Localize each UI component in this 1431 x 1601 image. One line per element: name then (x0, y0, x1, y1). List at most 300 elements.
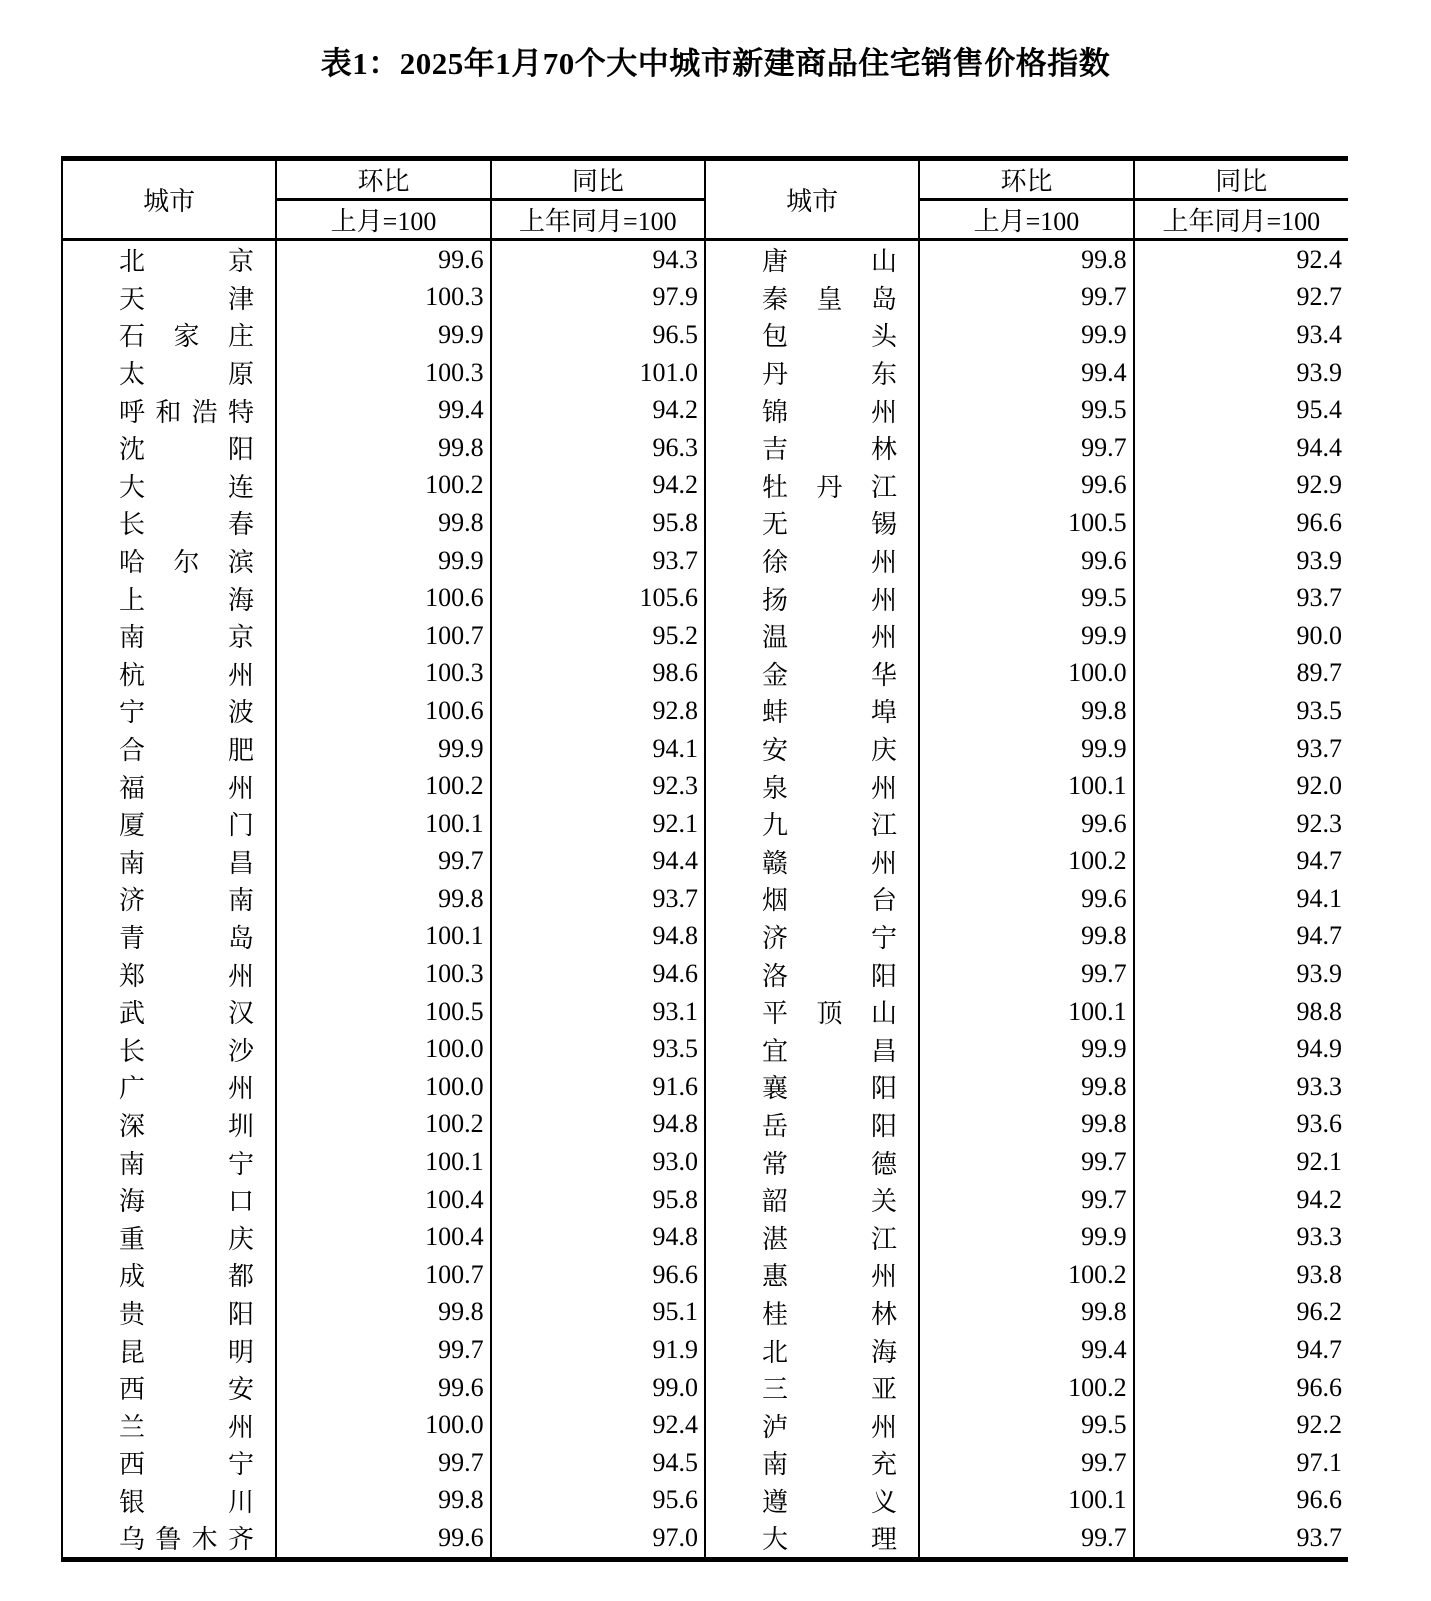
mom-cell: 100.2 (276, 467, 490, 505)
city-cell (62, 805, 276, 843)
city-name: 合肥 (119, 736, 254, 766)
mom-cell: 99.6 (276, 1519, 490, 1559)
yoy-cell: 94.8 (491, 918, 705, 956)
header-yoy-base-label: 上年同月=100 (491, 200, 705, 240)
city-cell (705, 1068, 919, 1106)
yoy-cell: 93.7 (1134, 579, 1348, 617)
yoy-cell: 94.7 (1134, 843, 1348, 881)
city-name: 惠州 (761, 1262, 897, 1292)
city-name: 南昌 (119, 848, 254, 878)
city-name: 石家庄 (119, 322, 254, 352)
yoy-cell: 93.3 (1134, 1068, 1348, 1106)
city-name: 成都 (119, 1262, 254, 1292)
table-row (62, 1444, 1348, 1482)
yoy-cell: 95.1 (491, 1294, 705, 1332)
mom-cell: 100.1 (919, 767, 1133, 805)
yoy-cell: 93.3 (1134, 1218, 1348, 1256)
city-name: 贵阳 (119, 1299, 254, 1329)
mom-cell: 99.7 (276, 1444, 490, 1482)
header-mom-base-label: 上月=100 (276, 200, 490, 240)
header-row-1 (62, 159, 1348, 200)
mom-cell: 99.5 (919, 1406, 1133, 1444)
city-name: 无锡 (761, 510, 897, 540)
city-name: 岳阳 (761, 1111, 897, 1141)
city-cell (62, 843, 276, 881)
city-cell (705, 730, 919, 768)
yoy-cell: 94.7 (1134, 1331, 1348, 1369)
city-name: 长春 (119, 510, 254, 540)
mom-cell: 99.9 (919, 617, 1133, 655)
city-name: 宜昌 (761, 1036, 897, 1066)
table-row (62, 1406, 1348, 1444)
yoy-cell: 94.2 (491, 467, 705, 505)
city-name: 广州 (119, 1074, 254, 1104)
city-cell (62, 617, 276, 655)
city-cell (705, 1218, 919, 1256)
table-row (62, 692, 1348, 730)
mom-cell: 99.5 (919, 391, 1133, 429)
mom-cell: 100.5 (919, 504, 1133, 542)
city-cell (62, 391, 276, 429)
mom-cell: 99.6 (919, 880, 1133, 918)
city-cell (705, 579, 919, 617)
city-name: 天津 (119, 284, 254, 314)
table-row (62, 993, 1348, 1031)
yoy-cell: 92.3 (491, 767, 705, 805)
mom-cell: 99.8 (919, 240, 1133, 279)
mom-cell: 99.7 (919, 279, 1133, 317)
table-row (62, 655, 1348, 693)
mom-cell: 100.4 (276, 1218, 490, 1256)
city-name: 长沙 (119, 1036, 254, 1066)
city-cell (62, 1406, 276, 1444)
city-cell (62, 655, 276, 693)
mom-cell: 100.2 (919, 1369, 1133, 1407)
yoy-cell: 92.1 (1134, 1143, 1348, 1181)
city-cell (62, 1482, 276, 1520)
city-name: 兰州 (119, 1412, 254, 1442)
table-row (62, 843, 1348, 881)
city-cell (62, 1444, 276, 1482)
city-cell (705, 429, 919, 467)
table-row (62, 504, 1348, 542)
city-cell (705, 354, 919, 392)
table-row (62, 279, 1348, 317)
city-name: 安庆 (761, 736, 897, 766)
table-row (62, 1030, 1348, 1068)
yoy-cell: 98.6 (491, 655, 705, 693)
table-row (62, 767, 1348, 805)
yoy-cell: 94.3 (491, 240, 705, 279)
page-title: 表1：2025年1月70个大中城市新建商品住宅销售价格指数 (320, 46, 1111, 81)
city-cell (62, 240, 276, 279)
city-name: 重庆 (119, 1224, 254, 1254)
table-body (62, 240, 1348, 1560)
city-name: 牡丹江 (761, 472, 897, 502)
table-row (62, 391, 1348, 429)
yoy-cell: 95.8 (491, 504, 705, 542)
city-cell (62, 1256, 276, 1294)
city-cell (705, 1482, 919, 1520)
city-cell (705, 805, 919, 843)
city-name: 北京 (119, 247, 254, 277)
header-mom-base-label: 上月=100 (919, 200, 1133, 240)
yoy-cell: 93.7 (491, 880, 705, 918)
yoy-cell: 96.3 (491, 429, 705, 467)
city-cell (62, 467, 276, 505)
city-name: 襄阳 (761, 1074, 897, 1104)
city-cell (62, 1068, 276, 1106)
mom-cell: 100.2 (919, 1256, 1133, 1294)
yoy-cell: 90.0 (1134, 617, 1348, 655)
city-name: 桂林 (761, 1299, 897, 1329)
city-cell (62, 1331, 276, 1369)
mom-cell: 99.9 (919, 1030, 1133, 1068)
city-name: 海口 (119, 1187, 254, 1217)
yoy-cell: 94.6 (491, 955, 705, 993)
table-row (62, 1294, 1348, 1332)
yoy-cell: 92.9 (1134, 467, 1348, 505)
city-name: 平顶山 (761, 999, 897, 1029)
city-cell (62, 955, 276, 993)
yoy-cell: 91.6 (491, 1068, 705, 1106)
price-index-table-container (61, 156, 1347, 1562)
city-cell (705, 542, 919, 580)
yoy-cell: 97.9 (491, 279, 705, 317)
table-row (62, 1369, 1348, 1407)
yoy-cell: 93.7 (1134, 730, 1348, 768)
mom-cell: 100.0 (276, 1030, 490, 1068)
mom-cell: 99.4 (276, 391, 490, 429)
yoy-cell: 97.1 (1134, 1444, 1348, 1482)
city-name: 大连 (119, 472, 254, 502)
yoy-cell: 101.0 (491, 354, 705, 392)
city-name: 呼和浩特 (119, 397, 254, 427)
yoy-cell: 93.7 (491, 542, 705, 580)
city-cell (62, 429, 276, 467)
table-row (62, 1331, 1348, 1369)
city-cell (705, 880, 919, 918)
mom-cell: 100.1 (919, 993, 1133, 1031)
yoy-cell: 92.4 (1134, 240, 1348, 279)
yoy-cell: 96.6 (1134, 1482, 1348, 1520)
yoy-cell: 105.6 (491, 579, 705, 617)
city-name: 北海 (761, 1337, 897, 1367)
city-cell (62, 1106, 276, 1144)
yoy-cell: 94.8 (491, 1106, 705, 1144)
mom-cell: 100.2 (276, 1106, 490, 1144)
header-mom-label: 环比 (919, 159, 1133, 200)
city-name: 沈阳 (119, 435, 254, 465)
city-name: 昆明 (119, 1337, 254, 1367)
city-name: 武汉 (119, 999, 254, 1029)
city-cell (705, 1106, 919, 1144)
city-cell (62, 1030, 276, 1068)
yoy-cell: 92.2 (1134, 1406, 1348, 1444)
city-name: 南京 (119, 623, 254, 653)
city-name: 南宁 (119, 1149, 254, 1179)
header-yoy-label: 同比 (491, 159, 705, 200)
mom-cell: 99.9 (919, 316, 1133, 354)
city-name: 哈尔滨 (119, 548, 254, 578)
city-cell (705, 843, 919, 881)
city-name: 青岛 (119, 923, 254, 953)
mom-cell: 99.6 (276, 240, 490, 279)
mom-cell: 100.3 (276, 955, 490, 993)
city-cell (62, 542, 276, 580)
header-yoy-label: 同比 (1134, 159, 1348, 200)
city-cell (705, 1030, 919, 1068)
mom-cell: 99.8 (276, 1294, 490, 1332)
yoy-cell: 94.9 (1134, 1030, 1348, 1068)
table-row (62, 1106, 1348, 1144)
city-cell (62, 1369, 276, 1407)
yoy-cell: 89.7 (1134, 655, 1348, 693)
mom-cell: 100.2 (919, 843, 1133, 881)
city-cell (705, 240, 919, 279)
city-name: 西宁 (119, 1450, 254, 1480)
yoy-cell: 94.2 (1134, 1181, 1348, 1219)
mom-cell: 99.7 (919, 429, 1133, 467)
city-cell (705, 1294, 919, 1332)
yoy-cell: 93.7 (1134, 1519, 1348, 1559)
city-name: 烟台 (761, 886, 897, 916)
city-name: 西安 (119, 1375, 254, 1405)
mom-cell: 99.8 (919, 1294, 1133, 1332)
yoy-cell: 92.1 (491, 805, 705, 843)
yoy-cell: 93.1 (491, 993, 705, 1031)
table-row (62, 316, 1348, 354)
yoy-cell: 94.1 (1134, 880, 1348, 918)
table-row (62, 918, 1348, 956)
yoy-cell: 97.0 (491, 1519, 705, 1559)
mom-cell: 99.8 (919, 692, 1133, 730)
city-name: 乌鲁木齐 (119, 1525, 254, 1555)
mom-cell: 99.7 (276, 843, 490, 881)
table-row (62, 467, 1348, 505)
table-row (62, 617, 1348, 655)
mom-cell: 100.3 (276, 354, 490, 392)
mom-cell: 99.6 (919, 805, 1133, 843)
city-cell (705, 692, 919, 730)
table-row (62, 955, 1348, 993)
city-name: 遵义 (761, 1487, 897, 1517)
city-cell (62, 579, 276, 617)
mom-cell: 99.7 (919, 1519, 1133, 1559)
mom-cell: 100.2 (276, 767, 490, 805)
yoy-cell: 94.2 (491, 391, 705, 429)
yoy-cell: 99.0 (491, 1369, 705, 1407)
city-cell (62, 279, 276, 317)
city-cell (62, 316, 276, 354)
city-name: 赣州 (761, 848, 897, 878)
city-cell (705, 1444, 919, 1482)
mom-cell: 99.8 (919, 1068, 1133, 1106)
city-name: 常德 (761, 1149, 897, 1179)
yoy-cell: 98.8 (1134, 993, 1348, 1031)
city-cell (705, 467, 919, 505)
city-name: 唐山 (761, 247, 897, 277)
city-name: 南充 (761, 1450, 897, 1480)
city-name: 三亚 (761, 1375, 897, 1405)
city-cell (62, 1294, 276, 1332)
yoy-cell: 95.6 (491, 1482, 705, 1520)
city-cell (62, 1181, 276, 1219)
yoy-cell: 93.8 (1134, 1256, 1348, 1294)
table-row (62, 1482, 1348, 1520)
mom-cell: 100.1 (276, 1143, 490, 1181)
mom-cell: 99.9 (919, 730, 1133, 768)
yoy-cell: 92.8 (491, 692, 705, 730)
city-cell (705, 655, 919, 693)
city-cell (705, 918, 919, 956)
mom-cell: 100.1 (276, 918, 490, 956)
city-cell (62, 993, 276, 1031)
yoy-cell: 94.4 (491, 843, 705, 881)
city-cell (705, 767, 919, 805)
header-yoy-base-label: 上年同月=100 (1134, 200, 1348, 240)
yoy-cell: 93.4 (1134, 316, 1348, 354)
yoy-cell: 95.2 (491, 617, 705, 655)
city-name: 深圳 (119, 1111, 254, 1141)
city-cell (705, 993, 919, 1031)
yoy-cell: 96.5 (491, 316, 705, 354)
city-name: 丹东 (761, 360, 897, 390)
mom-cell: 99.5 (919, 579, 1133, 617)
mom-cell: 99.7 (919, 1181, 1133, 1219)
mom-cell: 100.0 (919, 655, 1133, 693)
mom-cell: 100.6 (276, 579, 490, 617)
city-cell (705, 1369, 919, 1407)
mom-cell: 99.6 (919, 467, 1133, 505)
table-row (62, 1068, 1348, 1106)
price-index-table (61, 156, 1348, 1562)
city-name: 锦州 (761, 397, 897, 427)
mom-cell: 99.8 (919, 918, 1133, 956)
mom-cell: 100.0 (276, 1068, 490, 1106)
yoy-cell: 93.0 (491, 1143, 705, 1181)
yoy-cell: 92.7 (1134, 279, 1348, 317)
mom-cell: 100.7 (276, 1256, 490, 1294)
city-name: 蚌埠 (761, 698, 897, 728)
mom-cell: 100.5 (276, 993, 490, 1031)
mom-cell: 99.8 (276, 429, 490, 467)
city-name: 宁波 (119, 698, 254, 728)
city-name: 包头 (761, 322, 897, 352)
city-cell (705, 955, 919, 993)
mom-cell: 99.7 (276, 1331, 490, 1369)
mom-cell: 99.9 (276, 730, 490, 768)
city-name: 上海 (119, 585, 254, 615)
yoy-cell: 94.8 (491, 1218, 705, 1256)
mom-cell: 100.0 (276, 1406, 490, 1444)
city-name: 韶关 (761, 1187, 897, 1217)
city-cell (705, 1143, 919, 1181)
mom-cell: 100.4 (276, 1181, 490, 1219)
city-cell (705, 1331, 919, 1369)
city-cell (705, 617, 919, 655)
city-name: 扬州 (761, 585, 897, 615)
city-name: 杭州 (119, 660, 254, 690)
mom-cell: 100.7 (276, 617, 490, 655)
city-cell (705, 391, 919, 429)
city-name: 湛江 (761, 1224, 897, 1254)
yoy-cell: 94.1 (491, 730, 705, 768)
table-row (62, 1218, 1348, 1256)
mom-cell: 100.1 (919, 1482, 1133, 1520)
mom-cell: 100.1 (276, 805, 490, 843)
header-city-label: 城市 (705, 159, 919, 240)
city-cell (62, 1143, 276, 1181)
city-cell (62, 767, 276, 805)
table-row (62, 880, 1348, 918)
mom-cell: 99.9 (919, 1218, 1133, 1256)
yoy-cell: 93.5 (1134, 692, 1348, 730)
city-cell (62, 918, 276, 956)
yoy-cell: 94.7 (1134, 918, 1348, 956)
city-cell (705, 1519, 919, 1559)
city-cell (62, 730, 276, 768)
mom-cell: 99.4 (919, 354, 1133, 392)
mom-cell: 99.9 (276, 316, 490, 354)
mom-cell: 99.6 (276, 1369, 490, 1407)
yoy-cell: 92.0 (1134, 767, 1348, 805)
city-name: 大理 (761, 1525, 897, 1555)
city-name: 郑州 (119, 961, 254, 991)
city-cell (62, 504, 276, 542)
yoy-cell: 96.6 (1134, 504, 1348, 542)
yoy-cell: 96.2 (1134, 1294, 1348, 1332)
mom-cell: 99.6 (919, 542, 1133, 580)
mom-cell: 99.8 (276, 504, 490, 542)
yoy-cell: 96.6 (1134, 1369, 1348, 1407)
city-name: 厦门 (119, 811, 254, 841)
city-name: 银川 (119, 1487, 254, 1517)
city-name: 金华 (761, 660, 897, 690)
table-row (62, 429, 1348, 467)
city-cell (705, 316, 919, 354)
yoy-cell: 92.3 (1134, 805, 1348, 843)
mom-cell: 99.7 (919, 955, 1133, 993)
mom-cell: 99.8 (276, 880, 490, 918)
yoy-cell: 94.4 (1134, 429, 1348, 467)
city-cell (705, 504, 919, 542)
city-name: 秦皇岛 (761, 284, 897, 314)
city-name: 福州 (119, 773, 254, 803)
mom-cell: 99.9 (276, 542, 490, 580)
yoy-cell: 96.6 (491, 1256, 705, 1294)
city-name: 泉州 (761, 773, 897, 803)
city-name: 济南 (119, 886, 254, 916)
yoy-cell: 93.5 (491, 1030, 705, 1068)
table-row (62, 805, 1348, 843)
city-cell (705, 279, 919, 317)
header-mom-label: 环比 (276, 159, 490, 200)
city-name: 洛阳 (761, 961, 897, 991)
mom-cell: 100.3 (276, 279, 490, 317)
yoy-cell: 93.6 (1134, 1106, 1348, 1144)
yoy-cell: 94.5 (491, 1444, 705, 1482)
table-row (62, 240, 1348, 279)
city-cell (62, 354, 276, 392)
table-row (62, 1181, 1348, 1219)
table-row (62, 1143, 1348, 1181)
table-row (62, 1519, 1348, 1559)
city-cell (705, 1256, 919, 1294)
mom-cell: 99.8 (276, 1482, 490, 1520)
table-header (62, 159, 1348, 240)
table-row (62, 730, 1348, 768)
